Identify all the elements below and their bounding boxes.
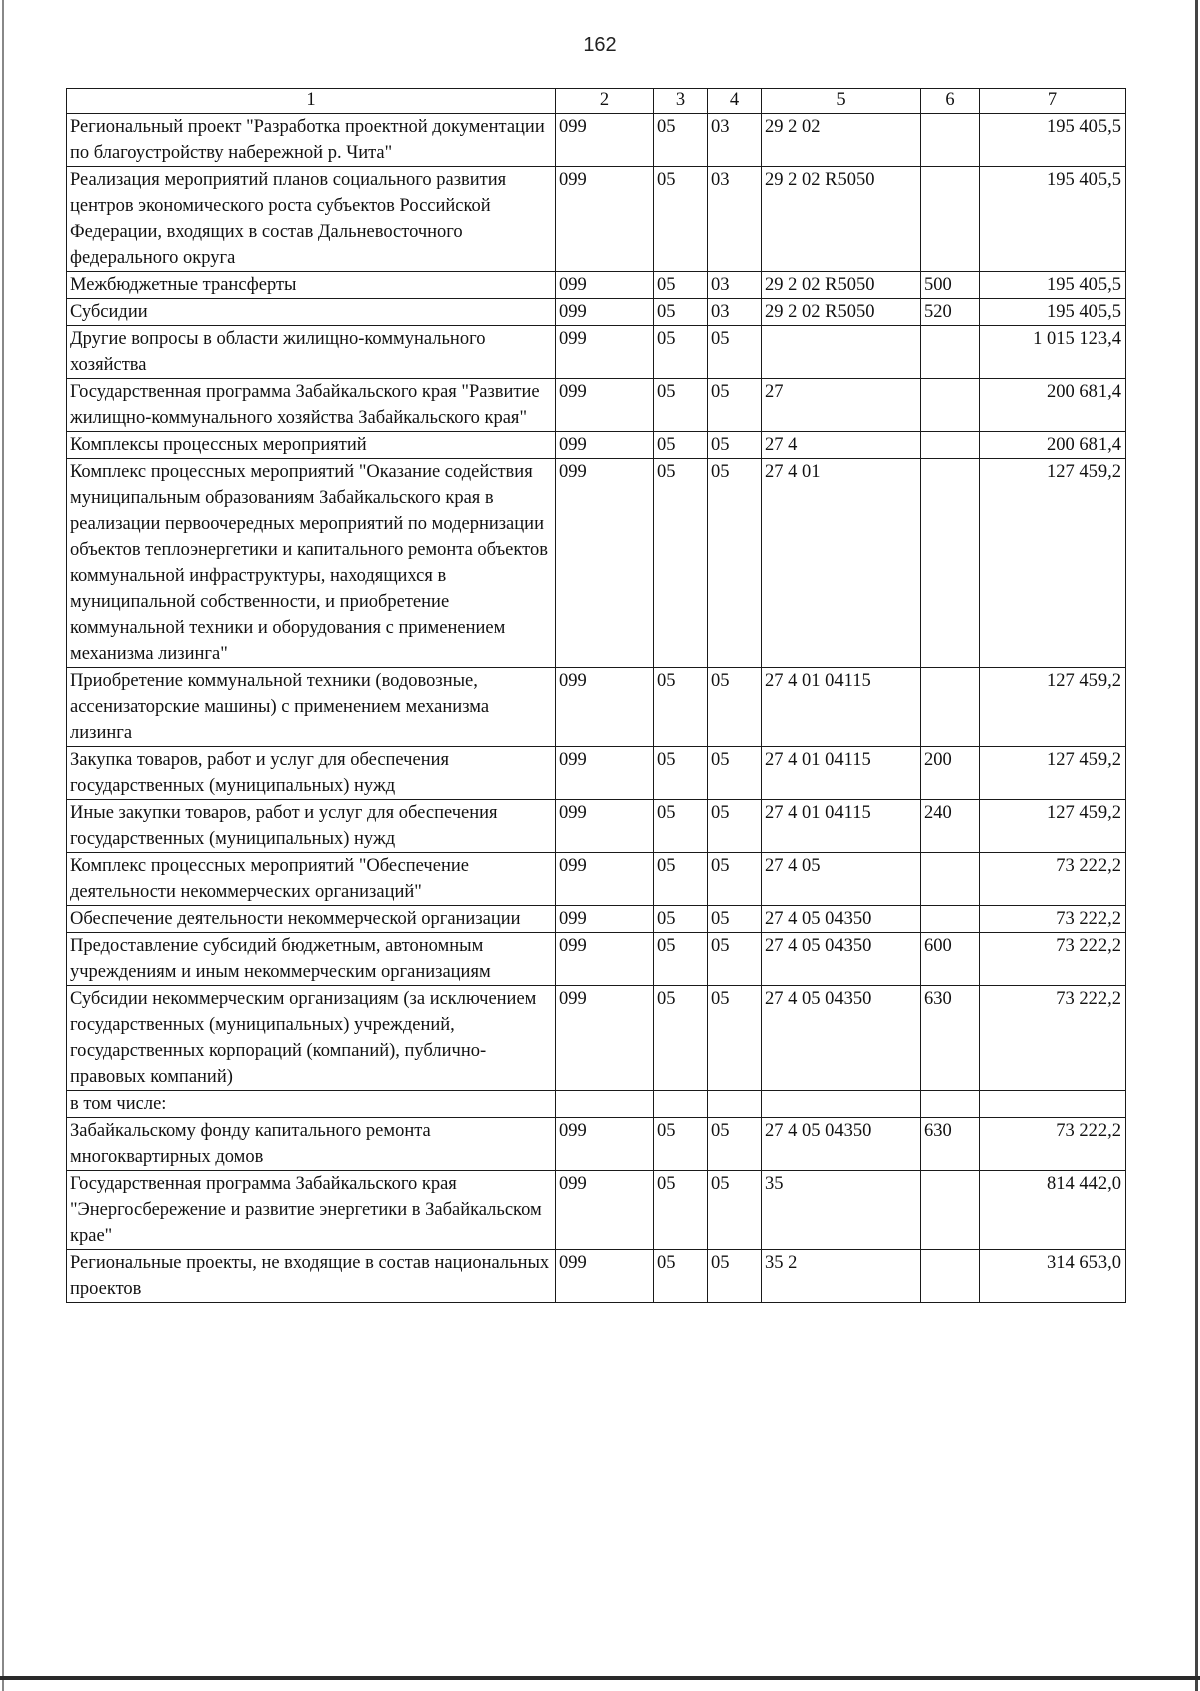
table-row (67, 272, 1126, 299)
amount-cell: 73 222,2 (980, 853, 1126, 906)
scan-edge-bottom (0, 1676, 1200, 1680)
amount-cell (980, 1091, 1126, 1118)
subsection-cell: 05 (708, 747, 762, 800)
section-cell: 05 (654, 668, 708, 747)
table-row (67, 1250, 1126, 1303)
header-row (67, 89, 1126, 114)
subsection-cell: 05 (708, 459, 762, 668)
column-header: 6 (921, 89, 980, 114)
item-name-cell: в том числе: (67, 1091, 556, 1118)
admin-code-cell: 099 (556, 747, 654, 800)
item-name-cell: Региональный проект "Разработка проектной документации по благоустройству набережной р. Чита" (67, 114, 556, 167)
admin-code-cell: 099 (556, 379, 654, 432)
expense-type-cell (921, 326, 980, 379)
section-cell: 05 (654, 326, 708, 379)
item-name-cell: Государственная программа Забайкальского края "Развитие жилищно-коммунального хозяйства Забайкальского края" (67, 379, 556, 432)
section-cell: 05 (654, 1118, 708, 1171)
amount-cell: 73 222,2 (980, 906, 1126, 933)
admin-code-cell: 099 (556, 1250, 654, 1303)
target-article-cell: 27 4 (762, 432, 921, 459)
admin-code-cell: 099 (556, 299, 654, 326)
expense-type-cell (921, 379, 980, 432)
section-cell: 05 (654, 1250, 708, 1303)
section-cell: 05 (654, 379, 708, 432)
column-header: 3 (654, 89, 708, 114)
item-name-cell: Государственная программа Забайкальского края "Энергосбережение и развитие энергетики в Забайкальском крае" (67, 1171, 556, 1250)
subsection-cell: 05 (708, 326, 762, 379)
amount-cell: 127 459,2 (980, 800, 1126, 853)
amount-cell: 127 459,2 (980, 747, 1126, 800)
admin-code-cell: 099 (556, 114, 654, 167)
target-article-cell: 27 4 01 04115 (762, 668, 921, 747)
table-row (67, 747, 1126, 800)
amount-cell: 127 459,2 (980, 459, 1126, 668)
column-header: 2 (556, 89, 654, 114)
expense-type-cell (921, 432, 980, 459)
item-name-cell: Закупка товаров, работ и услуг для обеспечения государственных (муниципальных) нужд (67, 747, 556, 800)
expense-type-cell: 520 (921, 299, 980, 326)
target-article-cell: 27 4 05 04350 (762, 986, 921, 1091)
subsection-cell: 05 (708, 432, 762, 459)
subsection-cell: 03 (708, 272, 762, 299)
admin-code-cell: 099 (556, 1118, 654, 1171)
target-article-cell: 27 4 05 04350 (762, 933, 921, 986)
amount-cell: 314 653,0 (980, 1250, 1126, 1303)
admin-code-cell: 099 (556, 1171, 654, 1250)
subsection-cell (708, 1091, 762, 1118)
expense-type-cell: 630 (921, 986, 980, 1091)
target-article-cell: 27 4 05 (762, 853, 921, 906)
section-cell: 05 (654, 986, 708, 1091)
amount-cell: 73 222,2 (980, 986, 1126, 1091)
subsection-cell: 05 (708, 853, 762, 906)
subsection-cell: 05 (708, 1118, 762, 1171)
item-name-cell: Межбюджетные трансферты (67, 272, 556, 299)
expense-type-cell (921, 167, 980, 272)
section-cell: 05 (654, 299, 708, 326)
item-name-cell: Субсидии некоммерческим организациям (за исключением государственных (муниципальных) учреждений, государственных корпораций (компаний), публично-правовых компаний) (67, 986, 556, 1091)
section-cell (654, 1091, 708, 1118)
admin-code-cell: 099 (556, 933, 654, 986)
item-name-cell: Субсидии (67, 299, 556, 326)
admin-code-cell: 099 (556, 272, 654, 299)
target-article-cell: 29 2 02 R5050 (762, 272, 921, 299)
amount-cell: 127 459,2 (980, 668, 1126, 747)
table-row (67, 1118, 1126, 1171)
table-row (67, 933, 1126, 986)
amount-cell: 73 222,2 (980, 933, 1126, 986)
amount-cell: 73 222,2 (980, 1118, 1126, 1171)
expense-type-cell (921, 1091, 980, 1118)
table-row (67, 432, 1126, 459)
item-name-cell: Иные закупки товаров, работ и услуг для обеспечения государственных (муниципальных) нужд (67, 800, 556, 853)
target-article-cell: 29 2 02 R5050 (762, 299, 921, 326)
table-row (67, 114, 1126, 167)
target-article-cell: 27 4 05 04350 (762, 1118, 921, 1171)
column-header: 4 (708, 89, 762, 114)
admin-code-cell (556, 1091, 654, 1118)
subsection-cell: 05 (708, 379, 762, 432)
section-cell: 05 (654, 114, 708, 167)
section-cell: 05 (654, 853, 708, 906)
amount-cell: 195 405,5 (980, 167, 1126, 272)
table-row (67, 459, 1126, 668)
table-row (67, 853, 1126, 906)
column-header: 5 (762, 89, 921, 114)
table-row (67, 906, 1126, 933)
item-name-cell: Региональные проекты, не входящие в состав национальных проектов (67, 1250, 556, 1303)
amount-cell: 200 681,4 (980, 432, 1126, 459)
target-article-cell: 27 4 01 04115 (762, 747, 921, 800)
target-article-cell: 27 (762, 379, 921, 432)
expense-type-cell: 500 (921, 272, 980, 299)
admin-code-cell: 099 (556, 459, 654, 668)
table-row (67, 1171, 1126, 1250)
subsection-cell: 05 (708, 800, 762, 853)
subsection-cell: 05 (708, 906, 762, 933)
target-article-cell: 27 4 01 (762, 459, 921, 668)
item-name-cell: Комплекс процессных мероприятий "Оказание содействия муниципальным образованиям Забайкальского края в реализации первоочередных мероприятий по модернизации объектов теплоэнергетики и капитального ремонта объектов коммунальной инфраструктуры, находящихся в муниципальной собственности, и приобретение коммунальной техники и оборудования с применением механизма лизинга" (67, 459, 556, 668)
amount-cell: 195 405,5 (980, 114, 1126, 167)
expense-type-cell: 600 (921, 933, 980, 986)
expense-type-cell (921, 906, 980, 933)
target-article-cell (762, 326, 921, 379)
table-row (67, 326, 1126, 379)
table-body (67, 114, 1126, 1303)
page-number: 162 (583, 34, 617, 56)
amount-cell: 195 405,5 (980, 299, 1126, 326)
admin-code-cell: 099 (556, 853, 654, 906)
target-article-cell: 27 4 01 04115 (762, 800, 921, 853)
expense-type-cell (921, 459, 980, 668)
scan-edge-right (1195, 0, 1198, 1691)
expense-type-cell (921, 1250, 980, 1303)
admin-code-cell: 099 (556, 668, 654, 747)
admin-code-cell: 099 (556, 986, 654, 1091)
section-cell: 05 (654, 906, 708, 933)
target-article-cell: 35 2 (762, 1250, 921, 1303)
section-cell: 05 (654, 432, 708, 459)
admin-code-cell: 099 (556, 167, 654, 272)
amount-cell: 1 015 123,4 (980, 326, 1126, 379)
amount-cell: 814 442,0 (980, 1171, 1126, 1250)
section-cell: 05 (654, 459, 708, 668)
table-row (67, 299, 1126, 326)
amount-cell: 195 405,5 (980, 272, 1126, 299)
scan-edge-left (2, 0, 4, 1691)
admin-code-cell: 099 (556, 800, 654, 853)
amount-cell: 200 681,4 (980, 379, 1126, 432)
section-cell: 05 (654, 933, 708, 986)
admin-code-cell: 099 (556, 906, 654, 933)
target-article-cell: 35 (762, 1171, 921, 1250)
item-name-cell: Забайкальскому фонду капитального ремонта многоквартирных домов (67, 1118, 556, 1171)
admin-code-cell: 099 (556, 432, 654, 459)
table-row (67, 1091, 1126, 1118)
section-cell: 05 (654, 167, 708, 272)
table-row (67, 379, 1126, 432)
item-name-cell: Комплекс процессных мероприятий "Обеспечение деятельности некоммерческих организаций" (67, 853, 556, 906)
subsection-cell: 05 (708, 933, 762, 986)
item-name-cell: Реализация мероприятий планов социального развития центров экономического роста субъектов Российской Федерации, входящих в состав Дальневосточного федерального округа (67, 167, 556, 272)
subsection-cell: 05 (708, 1171, 762, 1250)
target-article-cell: 29 2 02 R5050 (762, 167, 921, 272)
expense-type-cell (921, 1171, 980, 1250)
item-name-cell: Приобретение коммунальной техники (водовозные, ассенизаторские машины) с применением механизма лизинга (67, 668, 556, 747)
target-article-cell: 29 2 02 (762, 114, 921, 167)
subsection-cell: 03 (708, 114, 762, 167)
subsection-cell: 03 (708, 167, 762, 272)
item-name-cell: Комплексы процессных мероприятий (67, 432, 556, 459)
target-article-cell: 27 4 05 04350 (762, 906, 921, 933)
target-article-cell (762, 1091, 921, 1118)
subsection-cell: 03 (708, 299, 762, 326)
section-cell: 05 (654, 747, 708, 800)
expense-type-cell: 240 (921, 800, 980, 853)
section-cell: 05 (654, 800, 708, 853)
subsection-cell: 05 (708, 1250, 762, 1303)
subsection-cell: 05 (708, 986, 762, 1091)
section-cell: 05 (654, 1171, 708, 1250)
column-header: 7 (980, 89, 1126, 114)
item-name-cell: Другие вопросы в области жилищно-коммунального хозяйства (67, 326, 556, 379)
table-row (67, 800, 1126, 853)
item-name-cell: Обеспечение деятельности некоммерческой организации (67, 906, 556, 933)
expense-type-cell (921, 853, 980, 906)
budget-table (66, 88, 1126, 1303)
subsection-cell: 05 (708, 668, 762, 747)
table-row (67, 668, 1126, 747)
section-cell: 05 (654, 272, 708, 299)
table-row (67, 986, 1126, 1091)
table-row (67, 167, 1126, 272)
expense-type-cell: 630 (921, 1118, 980, 1171)
admin-code-cell: 099 (556, 326, 654, 379)
item-name-cell: Предоставление субсидий бюджетным, автономным учреждениям и иным некоммерческим организациям (67, 933, 556, 986)
expense-type-cell (921, 668, 980, 747)
expense-type-cell: 200 (921, 747, 980, 800)
expense-type-cell (921, 114, 980, 167)
column-header: 1 (67, 89, 556, 114)
